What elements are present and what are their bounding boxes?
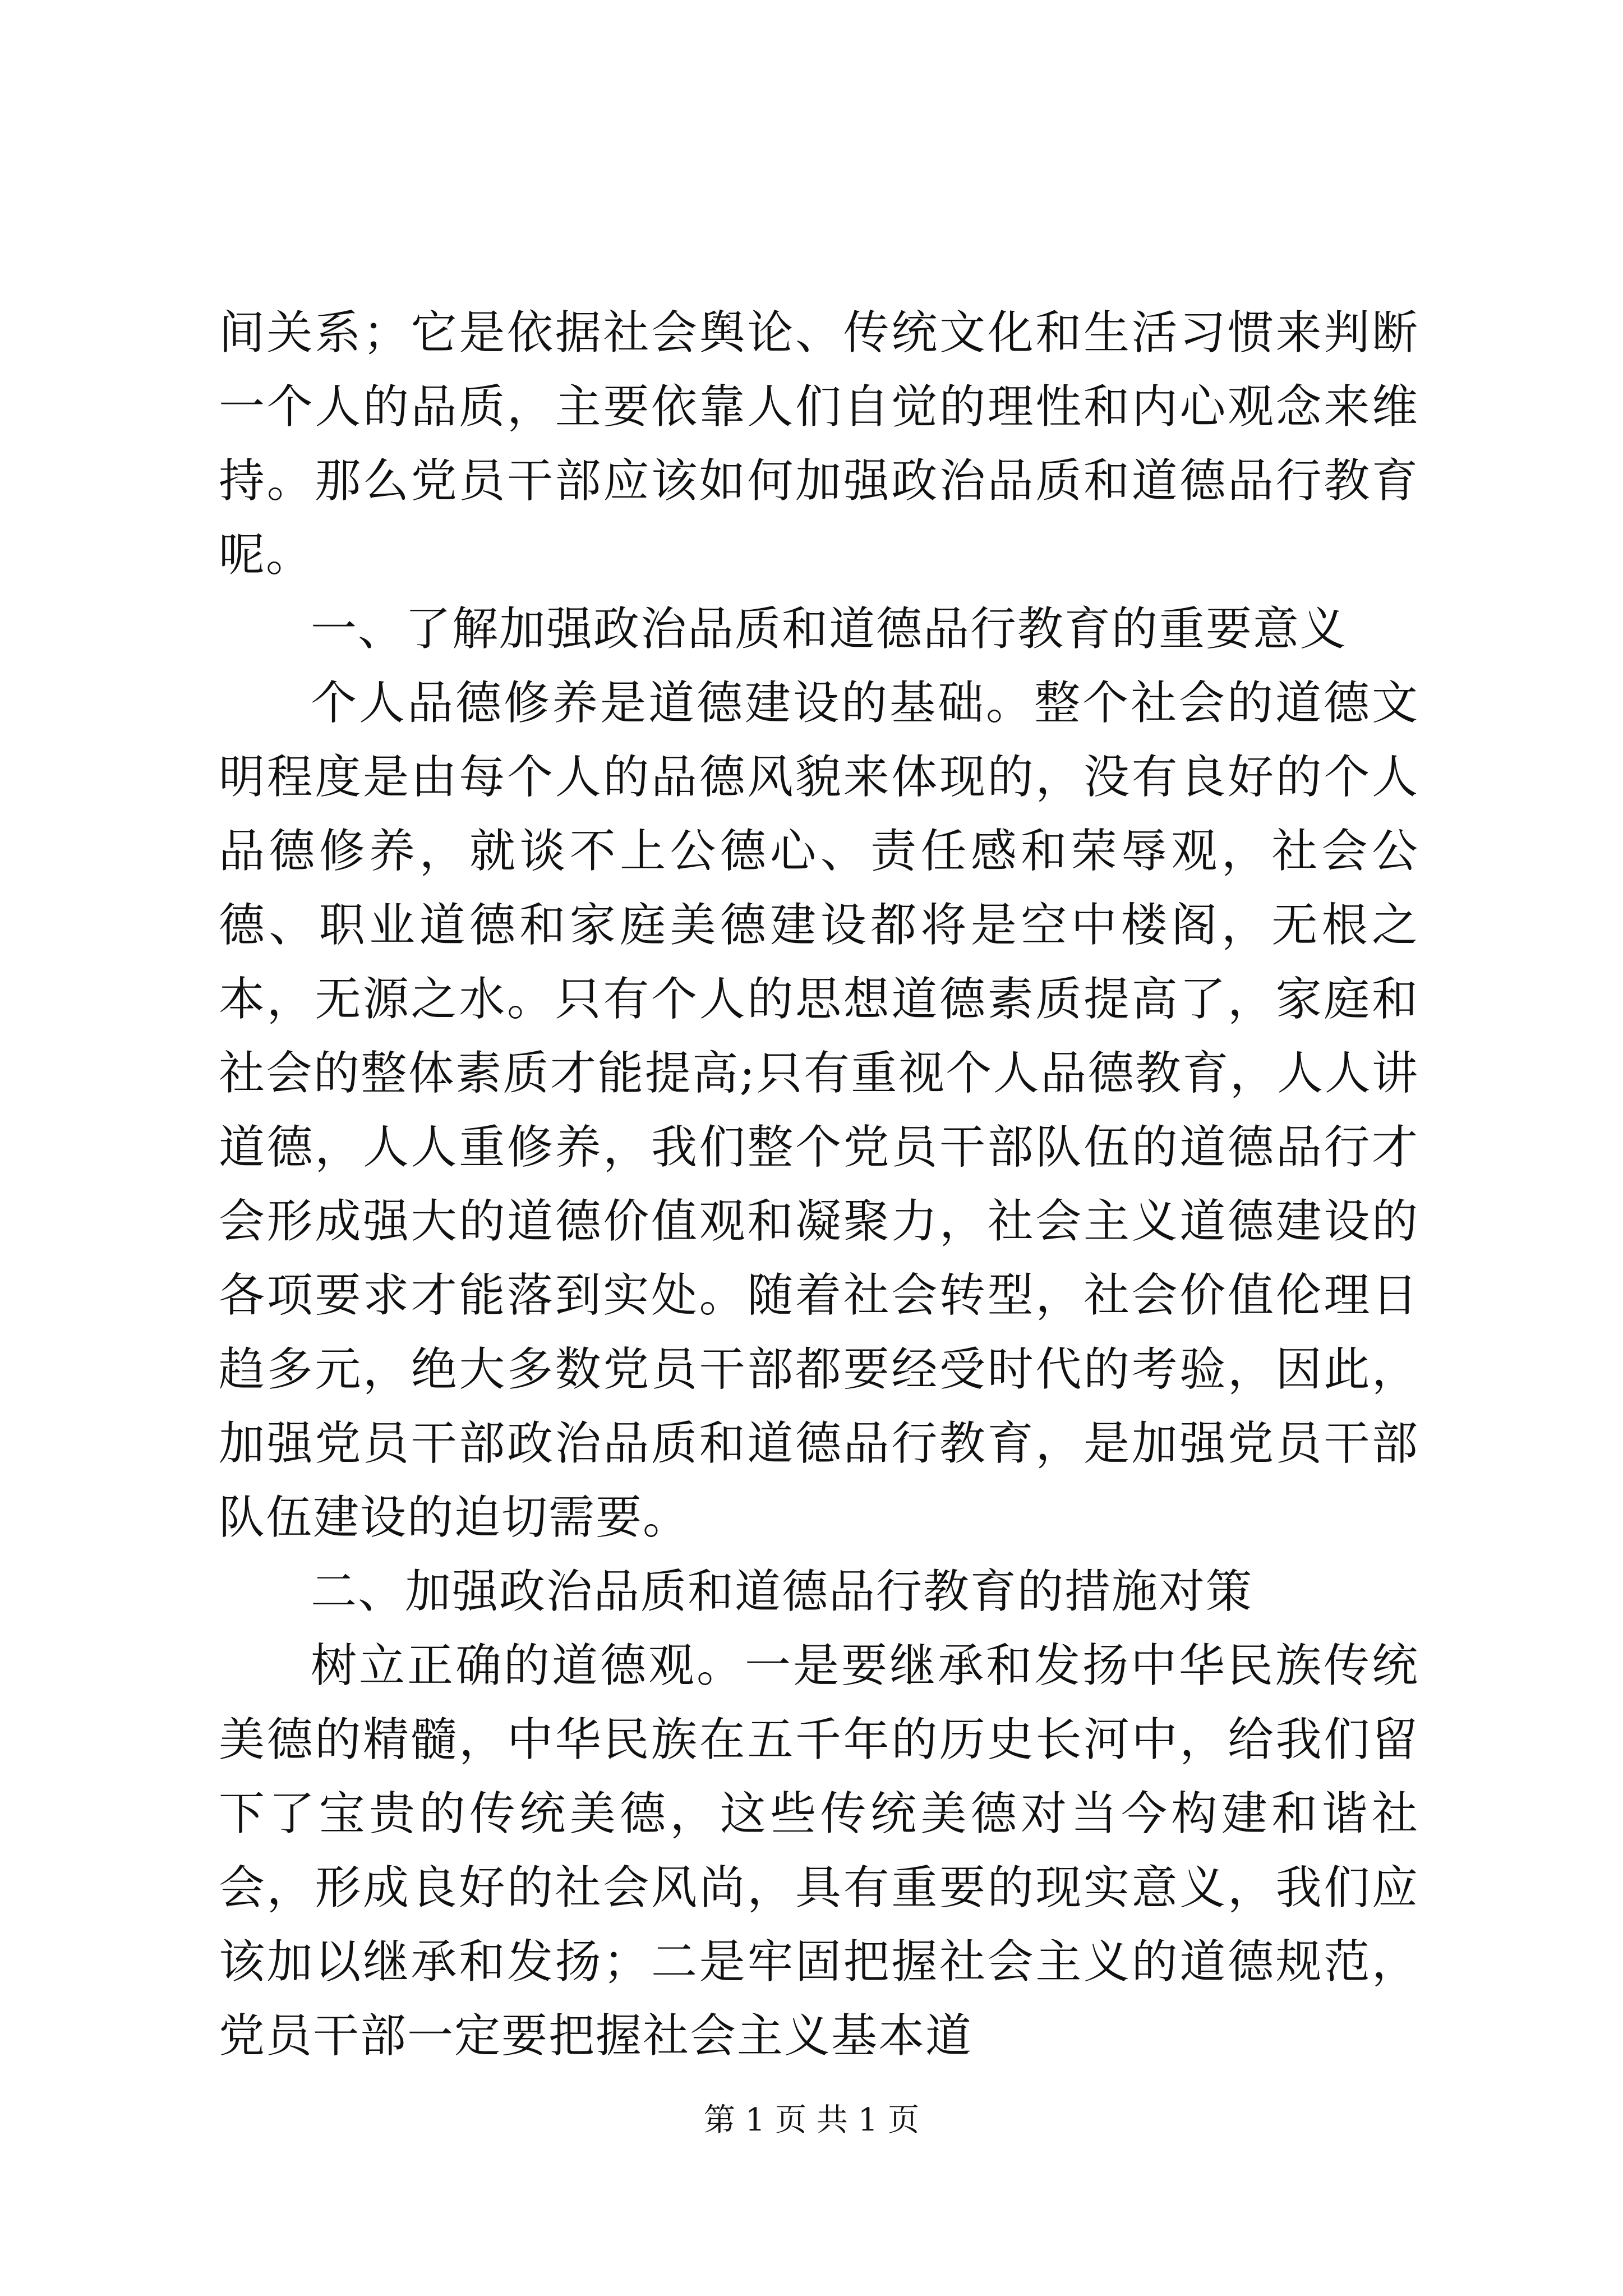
section-heading-1: 一、了解加强政治品质和道德品行教育的重要意义 <box>311 602 1348 656</box>
section-heading-2: 二、加强政治品质和道德品行教育的措施对策 <box>311 1565 1253 1618</box>
paragraph-measures: 树立正确的道德观。一是要继承和发扬中华民族传统美德的精髓，中华民族在五千年的历史长河中，给我们留下了宝贵的传统美德，这些传统美德对当今构建和谐社会，形成良好的社会风尚，具有重要的现实意义，我们应该加以继承和发扬；二是牢固把握社会主义的道德规范，党员干部一定要把握社会主义基本道 <box>219 1639 1419 2063</box>
page-footer: 第 1 页 共 1 页 <box>703 2102 920 2138</box>
paragraph-importance: 个人品德修养是道德建设的基础。整个社会的道德文明程度是由每个人的品德风貌来体现的，没有良好的个人品德修养，就谈不上公德心、责任感和荣辱观，社会公德、职业道德和家庭美德建设都将是空中楼阁，无根之本，无源之水。只有个人的思想道德素质提高了，家庭和社会的整体素质才能提高;只有重视个人品德教育，人人讲道德，人人重修养，我们整个党员干部队伍的道德品行才会形成强大的道德价值观和凝聚力，社会主义道德建设的各项要求才能落到实处。随着社会转型，社会价值伦理日趋多元，绝大多数党员干部都要经受时代的考验，因此，加强党员干部政治品质和道德品行教育，是加强党员干部队伍建设的迫切需要。 <box>219 677 1419 1544</box>
paragraph-continuation: 间关系；它是依据社会舆论、传统文化和生活习惯来判断一个人的品质，主要依靠人们自觉的理性和内心观念来维持。那么党员干部应该如何加强政治品质和道德品行教育呢。 <box>219 306 1419 582</box>
document-body <box>219 296 1419 2073</box>
